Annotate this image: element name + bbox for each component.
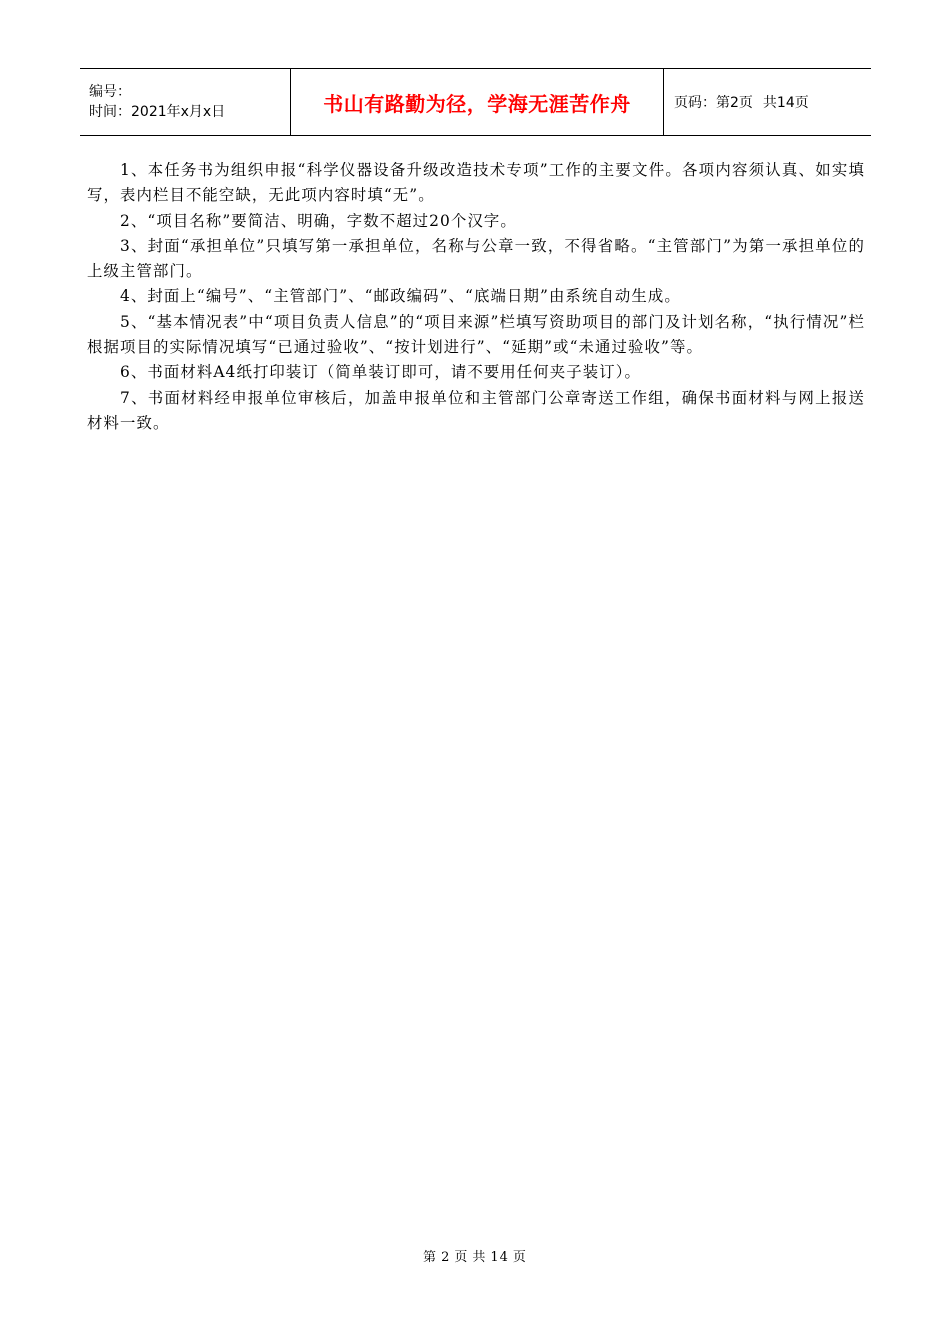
footer-current: 2 [441, 1250, 451, 1265]
motto-cell [291, 69, 664, 136]
page-total: 14 [776, 95, 795, 111]
number-label: 编号： [89, 84, 131, 100]
page-total-prefix: 共 [762, 95, 777, 111]
page-unit: 页 [738, 95, 753, 111]
page-total-unit: 页 [794, 95, 809, 111]
instruction-paragraph: 4、封面上“编号”、“主管部门”、“邮政编码”、“底端日期”由系统自动生成。 [120, 287, 681, 306]
date-label: 时间：2021年x月x日 [89, 104, 226, 120]
page-current: 2 [730, 95, 739, 111]
page-prefix: 页码：第 [674, 95, 730, 111]
instruction-paragraph: 6、书面材料A4纸打印装订（简单装订即可，请不要用任何夹子装订）。 [120, 363, 642, 382]
footer-unit: 页 [454, 1250, 469, 1265]
instruction-paragraph: 3、封面“承担单位”只填写第一承担单位，名称与公章一致，不得省略。“主管部门”为第一承担单位的上级主管部门。 [87, 236, 865, 281]
footer-total-unit: 页 [512, 1250, 527, 1265]
instruction-paragraph: 1、本任务书为组织申报“科学仪器设备升级改造技术专项”工作的主要文件。各项内容须认真、如实填写，表内栏目不能空缺，无此项内容时填“无”。 [87, 161, 865, 205]
page-footer [0, 1246, 950, 1265]
instruction-paragraph: 5、“基本情况表”中“项目负责人信息”的“项目来源”栏填写资助项目的部门及计划名称，“执行情况”栏根据项目的实际情况填写“已通过验收”、“按计划进行”、“延期”或“未通过验收”等。 [87, 312, 865, 357]
page-header [80, 68, 871, 136]
header-motto: 书山有路勤为径，学海无涯苦作舟 [323, 91, 631, 116]
instruction-paragraph: 2、“项目名称”要简洁、明确，字数不超过20个汉字。 [120, 211, 517, 230]
footer-prefix: 第 [423, 1250, 438, 1265]
header-meta-cell [80, 69, 291, 136]
header-page-number [674, 95, 809, 111]
instructions-body [87, 158, 865, 436]
page-number-cell [664, 69, 872, 136]
instruction-paragraph: 7、书面材料经申报单位审核后，加盖申报单位和主管部门公章寄送工作组，确保书面材料与网上报送材料一致。 [87, 388, 865, 432]
footer-total-prefix: 共 [472, 1250, 487, 1265]
footer-total: 14 [490, 1250, 509, 1265]
